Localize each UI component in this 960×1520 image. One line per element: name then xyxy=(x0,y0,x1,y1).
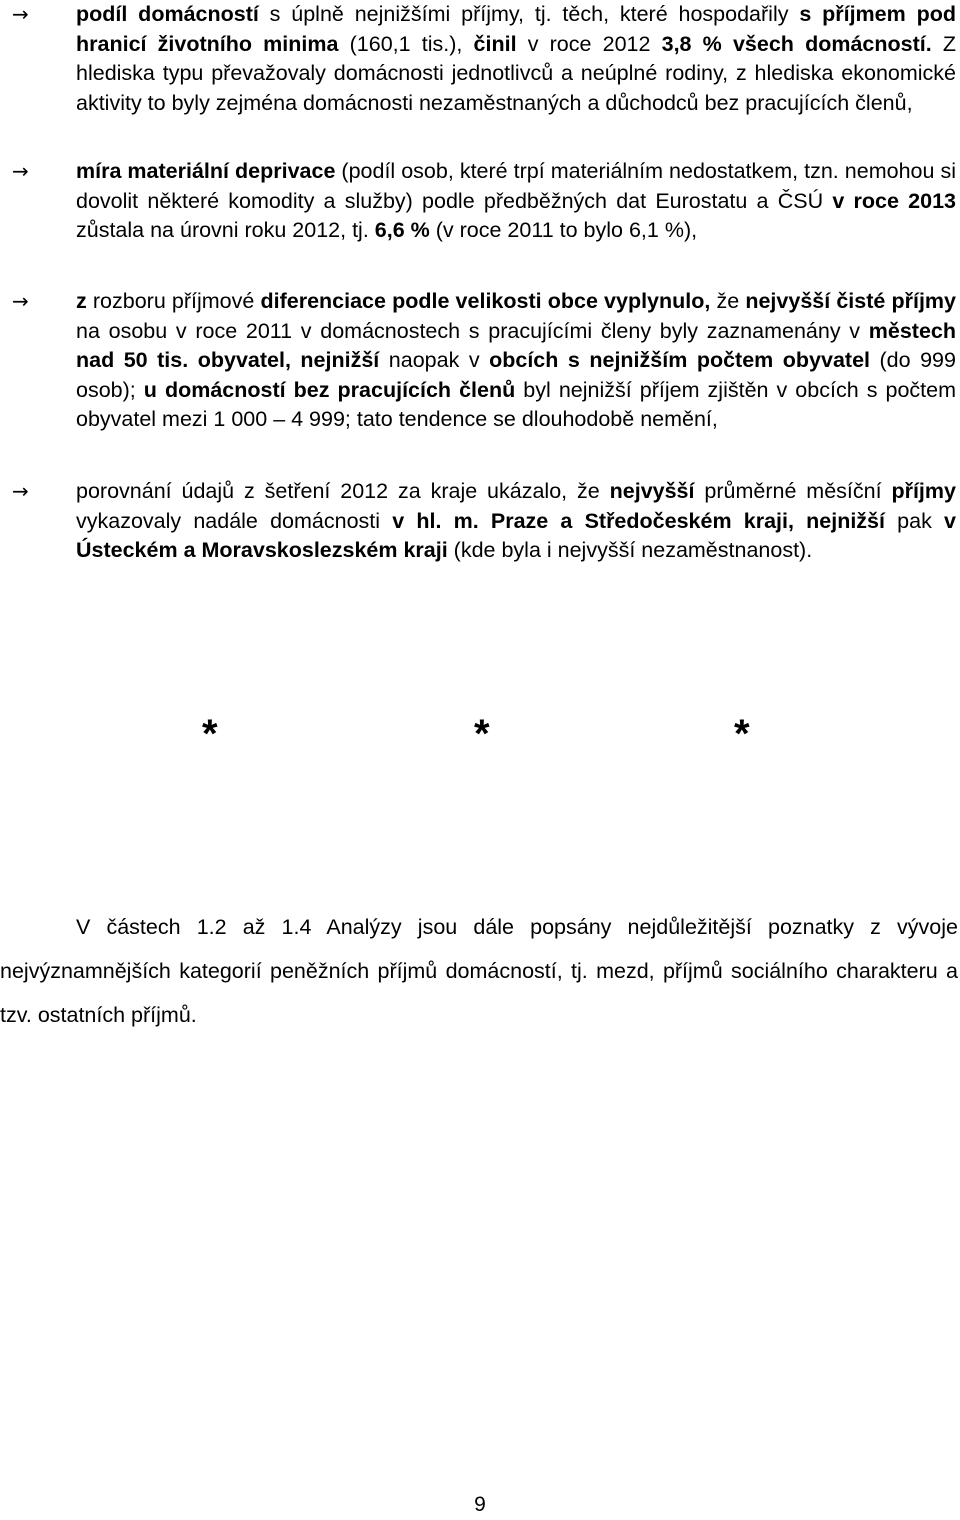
separator-star: * xyxy=(474,712,490,756)
text-segment: (do 999 osob); xyxy=(76,348,956,402)
text-segment: (podíl osob, které trpí materiálním nedostatkem, tzn. nemohou si dovolit některé komodity a služby) podle předběžných dat Eurostatu a ČSÚ xyxy=(76,159,956,213)
arrow-bullet-icon: → xyxy=(12,2,29,26)
bold-text-segment: příjmy xyxy=(891,479,956,503)
bold-text-segment: městech nad 50 tis. obyvatel, nejnižší xyxy=(76,318,956,372)
text-segment: průměrné měsíční xyxy=(694,479,892,503)
separator-star: * xyxy=(734,712,750,756)
bullet-text xyxy=(76,0,956,118)
section-separator xyxy=(0,712,960,770)
bold-text-segment: v hl. m. Praze a Středočeském kraji, nejnižší xyxy=(392,508,885,533)
separator-star: * xyxy=(202,712,218,756)
arrow-bullet-icon: → xyxy=(12,289,29,313)
bullet-text xyxy=(76,287,956,435)
bold-text-segment: z xyxy=(76,289,87,313)
bold-text-segment: obcích s nejnižším počtem obyvatel xyxy=(489,348,871,372)
bold-text-segment: v Ústeckém a Moravskoslezském kraji xyxy=(76,508,956,562)
text-segment: pak xyxy=(884,508,945,533)
page-number: 9 xyxy=(474,1493,486,1516)
paragraph-text: V částech 1.2 až 1.4 Analýzy jsou dále popsány nejdůležitější poznatky z vývoje nejvýznamnějších kategorií peněžních příjmů domácností, tj. mezd, příjmů sociálního charakteru a tzv. ostatních příjmů. xyxy=(0,915,958,1027)
bullet-text xyxy=(76,157,956,246)
bold-text-segment: nejvyšší čisté příjmy xyxy=(745,289,956,313)
bold-text-segment: 6,6 % xyxy=(374,218,430,242)
text-segment: rozboru příjmové xyxy=(86,289,261,313)
bold-text-segment: míra materiální deprivace xyxy=(76,159,336,183)
body-paragraph xyxy=(0,905,958,1037)
text-segment: (160,1 tis.), xyxy=(338,31,474,56)
bold-text-segment: v roce 2013 xyxy=(832,188,956,213)
text-segment: porovnání údajů z šetření 2012 za kraje ukázalo, že xyxy=(76,479,610,503)
text-segment: byl nejnižší příjem zjištěn v obcích s počtem obyvatel mezi 1 000 – 4 999; tato tendence se dlouhodobě nemění, xyxy=(76,377,956,431)
text-segment: Z hlediska typu převažovaly domácnosti jednotlivců a neúplné rodiny, z hlediska ekonomické aktivity to byly zejména domácnosti nezaměstnaných a důchodců bez pracujících členů, xyxy=(76,31,957,115)
bold-text-segment: činil xyxy=(473,31,517,56)
text-segment: na osobu v roce 2011 v domácnostech s pracujícími členy byly zaznamenány v xyxy=(76,318,869,343)
text-segment: (kde byla i nejvyšší nezaměstnanost). xyxy=(447,538,813,562)
text-segment: s úplně nejnižšími příjmy, tj. těch, které hospodařily xyxy=(258,2,800,26)
text-segment: (v roce 2011 to bylo 6,1 %), xyxy=(429,218,698,242)
arrow-bullet-icon: → xyxy=(12,159,29,183)
bold-text-segment: podíl domácností xyxy=(76,2,259,26)
bold-text-segment: 3,8 % všech domácností. xyxy=(661,31,932,56)
arrow-bullet-icon: → xyxy=(12,479,29,503)
text-segment: zůstala na úrovni roku 2012, tj. xyxy=(76,218,375,242)
text-segment: v roce 2012 xyxy=(516,31,662,56)
text-segment: že xyxy=(710,289,746,313)
text-segment: naopak v xyxy=(379,348,490,372)
bold-text-segment: u domácností bez pracujících členů xyxy=(143,377,516,402)
bold-text-segment: diferenciace podle velikosti obce vyplynulo, xyxy=(260,289,711,313)
bullet-text xyxy=(76,477,956,566)
text-segment: vykazovaly nadále domácnosti xyxy=(76,508,393,533)
bold-text-segment: nejvyšší xyxy=(609,479,695,503)
bold-text-segment: s příjmem pod hranicí životního minima xyxy=(76,2,956,56)
